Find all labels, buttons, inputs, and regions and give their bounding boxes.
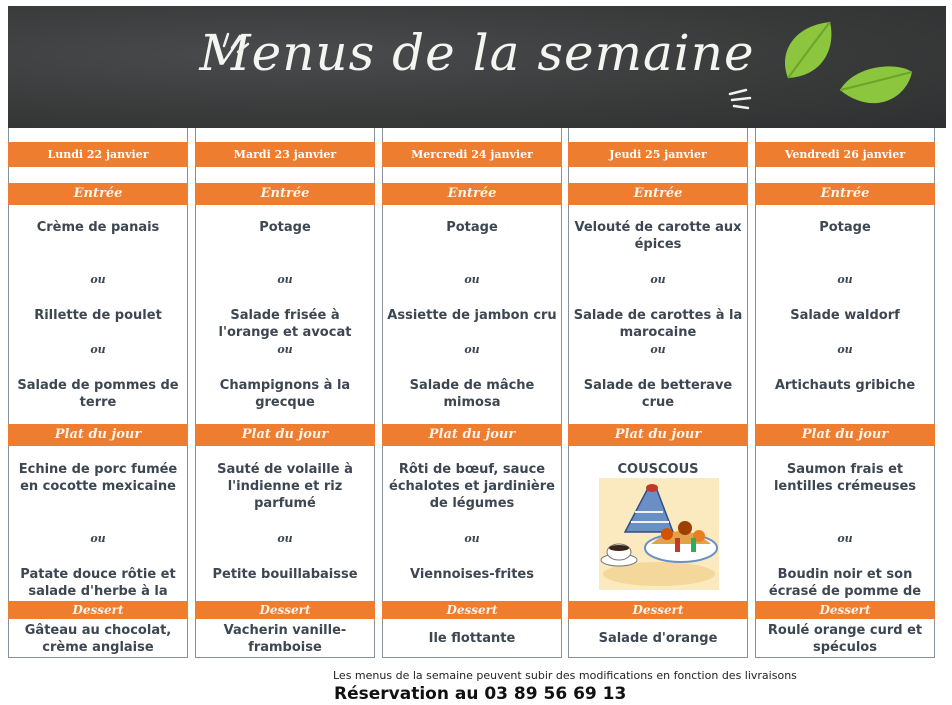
separator-ou: ou [650, 273, 666, 286]
section-entree: Entrée [568, 183, 748, 205]
section-dessert: Dessert [568, 601, 748, 619]
dish: Artichauts gribiche [774, 378, 916, 393]
footer-note: Les menus de la semaine peuvent subir des modifications en fonction des livraisons [333, 669, 797, 682]
section-entree: Entrée [755, 183, 935, 205]
separator-ou: ou [837, 532, 853, 545]
separator-ou: ou [277, 532, 293, 545]
section-plat: Plat du jour [195, 424, 375, 446]
dish: Salade waldorf [790, 308, 900, 323]
dish: Salade de mâche mimosa [409, 378, 535, 410]
reservation-phone: Réservation au 03 89 56 69 13 [334, 684, 627, 704]
dish: Salade de carottes à la marocaine [573, 308, 743, 340]
dish: Salade de pommes de terre [17, 378, 179, 410]
section-plat: Plat du jour [8, 424, 188, 446]
separator-ou: ou [837, 343, 853, 356]
dish: Saumon frais et lentilles crémeuses [773, 462, 917, 494]
separator-ou: ou [277, 343, 293, 356]
day-column-wednesday [382, 128, 562, 658]
section-dessert: Dessert [382, 601, 562, 619]
chalkboard-banner [8, 6, 946, 128]
separator-ou: ou [464, 273, 480, 286]
section-plat: Plat du jour [568, 424, 748, 446]
dish: Assiette de jambon cru [387, 308, 557, 323]
dish: Viennoises-frites [410, 567, 534, 582]
day-column-monday [8, 128, 188, 658]
day-column-tuesday [195, 128, 375, 658]
dish: Patate douce rôtie et salade d'herbe à la [20, 567, 176, 599]
section-dessert: Dessert [8, 601, 188, 619]
dish: Salade d'orange [598, 631, 718, 646]
dish: Vacherin vanille-framboise [223, 623, 347, 655]
separator-ou: ou [90, 343, 106, 356]
dish: Sauté de volaille à l'indienne et riz parfumé [217, 462, 353, 511]
dish: Boudin noir et son écrasé de pomme de [768, 567, 922, 599]
section-plat: Plat du jour [382, 424, 562, 446]
section-dessert: Dessert [195, 601, 375, 619]
section-entree: Entrée [8, 183, 188, 205]
day-header: Jeudi 25 janvier [568, 142, 748, 167]
separator-ou: ou [464, 532, 480, 545]
dish: Ile flottante [428, 631, 516, 646]
dish: Rillette de poulet [34, 308, 162, 323]
day-header: Mardi 23 janvier [195, 142, 375, 167]
chalk-marks-right-icon [726, 88, 756, 118]
dish: Potage [259, 220, 311, 235]
basil-leaf-icon [836, 60, 916, 116]
day-header: Vendredi 26 janvier [755, 142, 935, 167]
dish: Salade de betterave crue [583, 378, 733, 410]
dish: Crème de panais [36, 220, 160, 235]
chalk-marks-left-icon [216, 16, 256, 56]
separator-ou: ou [90, 273, 106, 286]
separator-ou: ou [464, 343, 480, 356]
section-entree: Entrée [195, 183, 375, 205]
section-plat: Plat du jour [755, 424, 935, 446]
separator-ou: ou [90, 532, 106, 545]
dish: Salade frisée à l'orange et avocat [218, 308, 352, 340]
separator-ou: ou [650, 343, 666, 356]
day-header: Mercredi 24 janvier [382, 142, 562, 167]
dish: Potage [819, 220, 871, 235]
dish: Roulé orange curd et spéculos [767, 623, 923, 655]
dish: COUSCOUS [617, 462, 699, 477]
separator-ou: ou [277, 273, 293, 286]
page-title: Menus de la semaine [199, 24, 755, 82]
dish: Rôti de bœuf, sauce échalotes et jardinière de légumes [389, 462, 555, 511]
dish: Champignons à la grecque [219, 378, 351, 410]
dish: Velouté de carotte aux épices [574, 220, 742, 252]
dish: Echine de porc fumée en cocotte mexicaine [18, 462, 178, 494]
basil-leaf-icon [778, 18, 838, 88]
dish: Potage [446, 220, 498, 235]
section-dessert: Dessert [755, 601, 935, 619]
dish: Gâteau au chocolat, crème anglaise [24, 623, 172, 655]
day-column-friday [755, 128, 935, 658]
day-header: Lundi 22 janvier [8, 142, 188, 167]
dish: Petite bouillabaisse [212, 567, 358, 582]
section-entree: Entrée [382, 183, 562, 205]
day-column-thursday [568, 128, 748, 658]
couscous-tajine-illustration [599, 478, 719, 590]
separator-ou: ou [837, 273, 853, 286]
